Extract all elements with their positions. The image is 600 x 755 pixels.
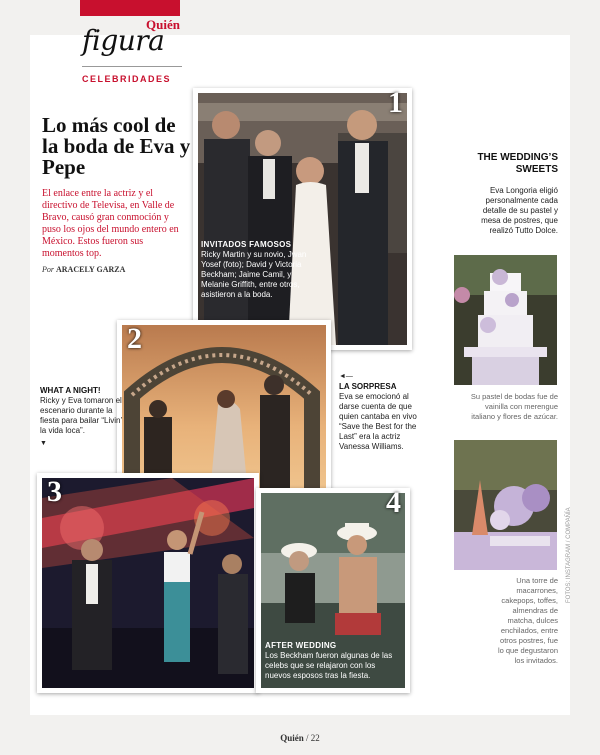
folio-separator: / bbox=[306, 733, 311, 743]
masthead-magazine-name: Quién bbox=[146, 17, 180, 32]
photo-3-number: 3 bbox=[47, 475, 62, 508]
photo-1-image bbox=[198, 93, 407, 345]
byline-name: ARACELY GARZA bbox=[56, 265, 126, 274]
photo-credit: FOTOS: INSTAGRAM / COMPAÑÍA bbox=[566, 507, 572, 603]
photo-3-stage bbox=[37, 473, 259, 693]
photo-1-caption-text: Ricky Martin y su novio, Jwan Yosef (foto); David y Victoria Beckham; Jaime Camil, y Melanie Griffith, entre otros, asistieron a la boda. bbox=[201, 250, 307, 299]
photo-4-after-wedding bbox=[256, 488, 410, 693]
article-byline bbox=[42, 265, 125, 274]
sweets-text: Eva Longoria eligió personalmente cada detalle de su pastel y mesa de postres, que realizó Tutto Dolce. bbox=[481, 186, 558, 235]
page-folio bbox=[0, 733, 600, 743]
sweets-title: THE WEDDING’S SWEETS bbox=[477, 152, 558, 175]
sorpresa-title: LA SORPRESA bbox=[339, 382, 397, 391]
photo-1-caption-title: INVITADOS FAMOSOS bbox=[201, 240, 292, 249]
macaron-tower-photo bbox=[454, 440, 557, 570]
left-arrow-icon: ◄— bbox=[339, 373, 353, 380]
sorpresa-box bbox=[339, 372, 429, 452]
sorpresa-text: Eva se emocionó al darse cuenta de que quien cantaba en vivo “Save the Best for the Last” era la actriz Vanessa Williams. bbox=[339, 392, 417, 451]
photo-2-image bbox=[122, 325, 326, 495]
photo-2-number: 2 bbox=[127, 322, 142, 355]
photo-4-number: 4 bbox=[386, 486, 401, 519]
cake-caption: Su pastel de bodas fue de vainilla con merengue italiano y flores de azúcar. bbox=[470, 392, 558, 421]
photo-3-image bbox=[42, 478, 254, 688]
article-deck: El enlace entre la actriz y el directivo de Televisa, en Valle de Bravo, causó gran conmoción y puso los ojos del mundo entero en México. Estos fueron sus momentos top. bbox=[42, 188, 179, 259]
masthead-divider bbox=[82, 66, 182, 67]
photo-4-caption bbox=[265, 641, 395, 681]
photo-4-caption-text: Los Beckham fueron algunas de las celebs que se relajaron con los nuevos esposos tras la fiesta. bbox=[265, 651, 393, 680]
photo-1-guests bbox=[193, 88, 412, 350]
what-a-night-title: WHAT A NIGHT! bbox=[40, 386, 101, 395]
down-arrow-icon: ▼ bbox=[40, 440, 47, 447]
article-headline: Lo más cool de la boda de Eva y Pepe bbox=[42, 113, 191, 179]
photo-1-number: 1 bbox=[388, 86, 403, 119]
folio-page-number: 22 bbox=[310, 733, 320, 743]
photo-1-caption bbox=[201, 240, 319, 300]
macarons-caption: Una torre de macarrones, cakepops, toffes, almendras de matcha, dulces enchilados, entre otros postres, fue lo que degustaron los invitados. bbox=[497, 576, 558, 665]
folio-magazine: Quién bbox=[280, 733, 304, 743]
photo-4-caption-title: AFTER WEDDING bbox=[265, 641, 337, 650]
section-label: CELEBRIDADES bbox=[82, 74, 172, 84]
cake-photo bbox=[454, 255, 557, 385]
what-a-night-box bbox=[40, 386, 130, 449]
masthead-section-brand: figura bbox=[82, 24, 165, 57]
what-a-night-text: Ricky y Eva tomaron el escenario durante la fiesta para bailar “Livin’ la vida loca”. bbox=[40, 396, 122, 435]
byline-prefix: Por bbox=[42, 265, 54, 274]
masthead-red-bar bbox=[80, 0, 180, 16]
